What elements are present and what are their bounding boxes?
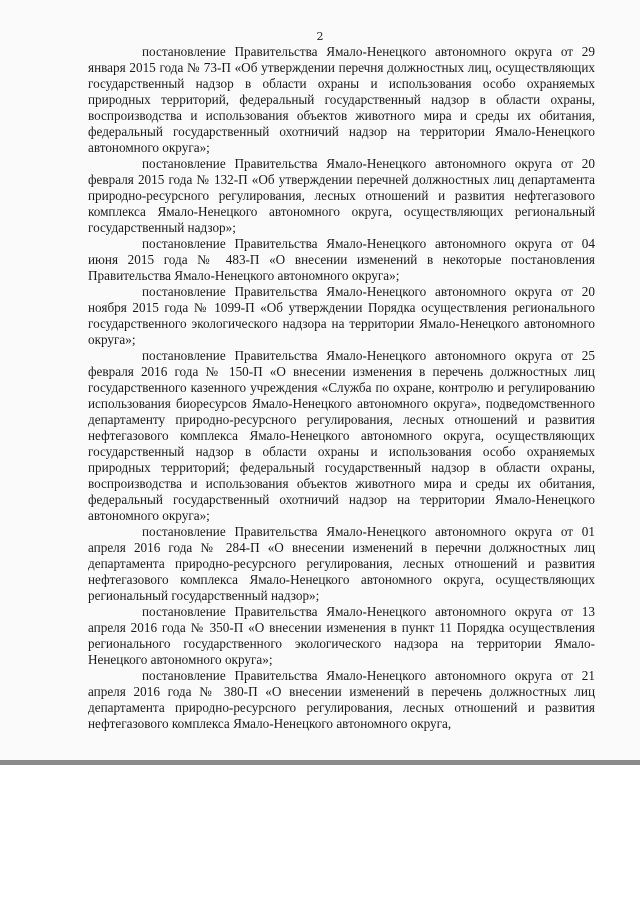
paragraph-resolution-483p: постановление Правительства Ямало-Ненецкого автономного округа от 04 июня 2015 года № 483-П «О внесении изменений в некоторые постановления Правительства Ямало-Ненецкого автономного округа»; (88, 236, 595, 283)
paragraph-resolution-132p: постановление Правительства Ямало-Ненецкого автономного округа от 20 февраля 2015 года № 132-П «Об утверждении перечней должностных лиц департамента природно-ресурсного регулирования, лесных отношений и развития нефтегазового комплекса Ямало-Ненецкого автономного округа, осуществляющих региональный государственный надзор»; (88, 156, 595, 235)
paragraph-resolution-73p: постановление Правительства Ямало-Ненецкого автономного округа от 29 января 2015 года № 73-П «Об утверждении перечня должностных лиц, осуществляющих государственный надзор в области охраны и использования особо охраняемых природных территорий, федеральный государственный надзор в области охраны, воспроизводства и использования объектов животного мира и среды их обитания, федеральный государственный охотничий надзор на территории Ямало-Ненецкого автономного округа»; (88, 44, 595, 155)
paragraph-resolution-284p: постановление Правительства Ямало-Ненецкого автономного округа от 01 апреля 2016 года № 284-П «О внесении изменений в перечни должностных лиц департамента природно-ресурсного регулирования, лесных отношений и развития нефтегазового комплекса Ямало-Ненецкого автономного округа, осуществляющих региональный государственный надзор»; (88, 524, 595, 603)
paragraph-resolution-150p: постановление Правительства Ямало-Ненецкого автономного округа от 25 февраля 2016 года № 150-П «О внесении изменения в перечень должностных лиц государственного казенного учреждения «Служба по охране, контролю и регулированию использования биоресурсов Ямало-Ненецкого автономного округа», подведомственного департаменту природно-ресурсного регулирования, лесных отношений и развития нефтегазового комплекса Ямало-Ненецкого автономного округа, осуществляющих государственный надзор в области охраны и использования особо охраняемых природных территорий; федеральный государственный надзор в области охраны, воспроизводства и использования объектов животного мира и среды их обитания, федеральный государственный охотничий надзор на территории Ямало-Ненецкого автономного округа»; (88, 348, 595, 523)
page-number: 2 (316, 30, 324, 43)
scan-bottom-edge (0, 760, 640, 765)
paragraph-resolution-380p: постановление Правительства Ямало-Ненецкого автономного округа от 21 апреля 2016 года № 380-П «О внесении изменений в перечень должностных лиц департамента природно-ресурсного регулирования, лесных отношений и развития нефтегазового комплекса Ямало-Ненецкого автономного округа, (88, 668, 595, 731)
paragraph-resolution-350p: постановление Правительства Ямало-Ненецкого автономного округа от 13 апреля 2016 года № 350-П «О внесении изменения в пункт 11 Порядка осуществления регионального государственного экологического надзора на территории Ямало-Ненецкого автономного округа»; (88, 604, 595, 667)
document-body (88, 44, 595, 732)
paragraph-resolution-1099p: постановление Правительства Ямало-Ненецкого автономного округа от 20 ноября 2015 года № 1099-П «Об утверждении Порядка осуществления регионального государственного экологического надзора на территории Ямало-Ненецкого автономного округа»; (88, 284, 595, 347)
